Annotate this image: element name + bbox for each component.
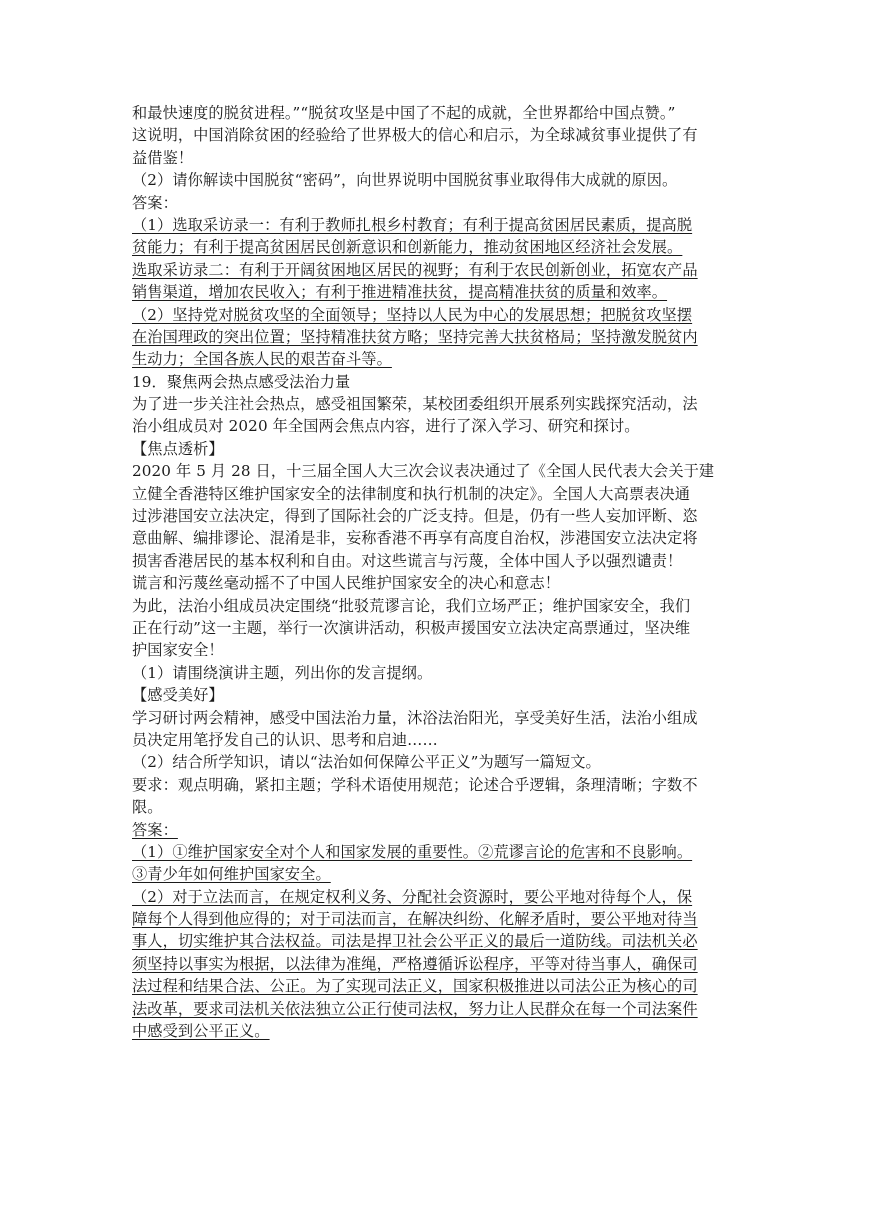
text-line [132,371,742,393]
answer-text: （2）坚持党对脱贫攻坚的全面领导；坚持以人民为中心的发展思想；把脱贫攻坚摆 [132,305,693,324]
body-text: 为了进一步关注社会热点，感受祖国繁荣，某校团委组织开展系列实践探究活动，法 [132,395,698,414]
body-text: （2）结合所学知识，请以“法治如何保障公平正义”为题写一篇短文。 [132,753,601,772]
body-text: 2020 年 5 月 28 日，十三届全国人大三次会议表决通过了《全国人民代表大会关于建 [132,462,715,481]
text-line [132,483,742,505]
body-text: 意曲解、编排谬论、混淆是非，妄称香港不再享有高度自治权，涉港国安立法决定将 [132,529,698,548]
body-text: 损害香港居民的基本权利和自由。对这些谎言与污蔑，全体中国人予以强烈谴责！ [132,551,683,570]
text-line [132,1020,742,1042]
answer-text: 法改革，要求司法机关依法独立公正行使司法权，努力让人民群众在每一个司法案件 [132,999,698,1018]
text-line [132,505,742,527]
body-text: 员决定用笔抒发自己的认识、思考和启迪…… [132,730,438,749]
answer-text: 中感受到公平正义。 [132,1022,270,1041]
body-text: 正在行动”这一主题，举行一次演讲活动，积极声援国安立法决定高票通过，坚决维 [132,618,691,637]
text-line [132,863,742,885]
text-line [132,639,742,661]
answer-text: 须坚持以事实为根据，以法律为准绳，严格遵循诉讼程序，平等对待当事人，确保司 [132,954,698,973]
text-line [132,998,742,1020]
text-line [132,595,742,617]
answer-text: 障每个人得到他应得的；对于司法而言，在解决纠纷、化解矛盾时，要公平地对待当 [132,910,698,929]
body-text: 立健全香港特区维护国家安全的法律制度和执行机制的决定》。全国人大高票表决通 [132,484,691,503]
body-text: （1）请围绕演讲主题，列出你的发言提纲。 [132,663,433,682]
answer-text: 贫能力；有利于提高贫困居民创新意识和创新能力，推动贫困地区经济社会发展。 [132,238,683,257]
answer-text: 事人，切实维护其合法权益。司法是捍卫社会公平正义的最后一道防线。司法机关必 [132,932,698,951]
body-text: 限。 [132,798,163,817]
answer-text: 在治国理政的突出位置；坚持精准扶贫方略；坚持完善大扶贫格局；坚持激发脱贫内 [132,327,698,346]
answer-text: 生动力；全国各族人民的艰苦奋斗等。 [132,350,392,369]
body-text: 19．聚焦两会热点感受法治力量 [132,372,351,391]
text-line [132,796,742,818]
answer-text: 法过程和结果合法、公正。为了实现司法正义，国家积极推进以司法公正为核心的司 [132,977,698,996]
body-text: 谎言和污蔑丝毫动摇不了中国人民维护国家安全的决心和意志！ [132,574,561,593]
text-line [132,953,742,975]
text-line [132,259,742,281]
body-text: 学习研讨两会精神，感受中国法治力量，沐浴法治阳光，享受美好生活，法治小组成 [132,708,698,727]
body-text: 护国家安全！ [132,641,224,660]
body-text: 过涉港国安立法决定，得到了国际社会的广泛支持。但是，仍有一些人妄加评断、恣 [132,507,698,526]
text-line [132,169,742,191]
text-line [132,192,742,214]
body-text: 和最快速度的脱贫进程。”“脱贫攻坚是中国了不起的成就，全世界都给中国点赞。” [132,104,676,122]
text-line [132,572,742,594]
body-text: 答案： [132,193,178,212]
text-line [132,304,742,326]
text-line [132,124,742,146]
text-line [132,886,742,908]
text-line [132,908,742,930]
text-line [132,527,742,549]
answer-text: （2）对于立法而言，在规定权利义务、分配社会资源时，要公平地对待每个人，保 [132,887,693,906]
answer-text: ③青少年如何维护国家安全。 [132,865,331,884]
body-text: （2）请你解读中国脱贫“密码”，向世界说明中国脱贫事业取得伟大成就的原因。 [132,171,678,190]
body-text: 这说明，中国消除贫困的经验给了世界极大的信心和启示，为全球减贫事业提供了有 [132,126,698,145]
text-line [132,930,742,952]
body-text: 为此，法治小组成员决定围绕“批驳荒谬言论，我们立场严正；维护国家安全，我们 [132,596,691,615]
body-text: 要求：观点明确，紧扣主题；学科术语使用规范；论述合乎逻辑，条理清晰；字数不 [132,775,698,794]
answer-text: （1）选取采访录一：有利于教师扎根乡村教育；有利于提高贫困居民素质，提高脱 [132,215,693,234]
text-line [132,348,742,370]
text-line [132,393,742,415]
answer-text: 销售渠道，增加农民收入；有利于推进精准扶贫，提高精准扶贫的质量和效率。 [132,283,668,302]
text-line [132,147,742,169]
text-line [132,236,742,258]
text-line [132,214,742,236]
text-line [132,550,742,572]
text-line [132,841,742,863]
answer-text: 选取采访录二：有利于开阔贫困地区居民的视野；有利于农民创新创业，拓宽农产品 [132,260,698,279]
text-line [132,819,742,841]
body-text: 治小组成员对 2020 年全国两会焦点内容，进行了深入学习、研究和探讨。 [132,417,640,436]
body-text: 【感受美好】 [132,686,224,705]
text-line [132,751,742,773]
answer-text: 答案： [132,820,178,839]
body-text: 【焦点透析】 [132,439,224,458]
text-line [132,975,742,997]
text-line [132,415,742,437]
text-line [132,438,742,460]
text-line [132,707,742,729]
text-line [132,729,742,751]
text-line [132,684,742,706]
text-line [132,326,742,348]
body-text: 益借鉴！ [132,148,194,167]
text-line [132,460,742,482]
text-line [132,281,742,303]
text-line [132,662,742,684]
document-page [132,102,742,1042]
answer-text: （1）①维护国家安全对个人和国家发展的重要性。②荒谬言论的危害和不良影响。 [132,842,693,861]
text-line [132,102,742,124]
text-line [132,774,742,796]
text-line [132,617,742,639]
